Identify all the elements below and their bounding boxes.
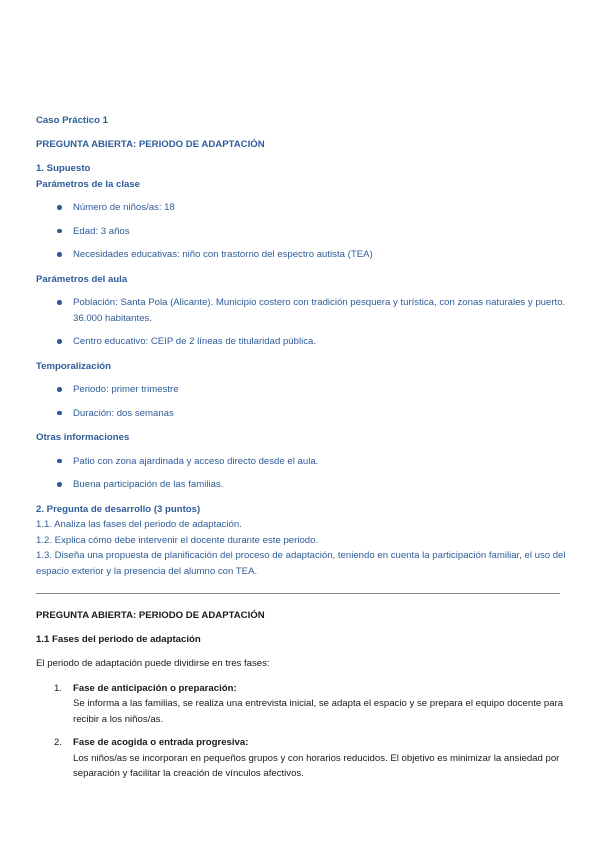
list-item: [36, 681, 566, 728]
otras-list: [36, 454, 566, 493]
aula-heading: Parámetros del aula: [36, 273, 128, 285]
list-item: Buena participación de las familias.: [36, 477, 566, 493]
phase-text: Se informa a las familias, se realiza una entrevista inicial, se adapta el espacio y se prepara el equipo docente para recibir a los niños/as.: [73, 698, 564, 725]
phase-number: 1.: [54, 682, 63, 694]
desarrollo-q2: 1.2. Explica cómo debe intervenir el docente durante este periodo.: [36, 534, 319, 546]
supuesto-heading: 1. Supuesto: [36, 163, 91, 174]
list-item: Periodo: primer trimestre: [36, 382, 566, 398]
list-item: Patio con zona ajardinada y acceso directo desde el aula.: [36, 454, 566, 470]
question-header: PREGUNTA ABIERTA: PERIODO DE ADAPTACIÓN: [36, 138, 265, 150]
phase-title: Fase de acogida o entrada progresiva:: [73, 737, 249, 748]
clase-heading: Parámetros de la clase: [36, 178, 140, 190]
clase-list: [36, 200, 566, 263]
list-item: [36, 735, 566, 782]
caso-title: Caso Práctico 1: [36, 115, 108, 126]
desarrollo-q3: 1.3. Diseña una propuesta de planificación del proceso de adaptación, teniendo en cuenta la participación familiar, el uso del espacio exterior y la presencia del alumno con TEA.: [36, 550, 566, 577]
phases-list: [36, 681, 566, 782]
answer-intro: El periodo de adaptación puede dividirse en tres fases:: [36, 658, 270, 669]
temporal-heading: Temporalización: [36, 360, 111, 372]
desarrollo-heading: 2. Pregunta de desarrollo (3 puntos): [36, 503, 201, 515]
temporal-list: [36, 382, 566, 421]
desarrollo-q1: 1.1. Analiza las fases del periodo de adaptación.: [36, 519, 242, 530]
answer-header: PREGUNTA ABIERTA: PERIODO DE ADAPTACIÓN: [36, 610, 265, 621]
list-item: Centro educativo: CEIP de 2 líneas de titularidad pública.: [36, 334, 566, 350]
otras-heading: Otras informaciones: [36, 432, 130, 443]
aula-list: [36, 295, 566, 350]
list-item: Edad: 3 años: [36, 224, 566, 240]
list-item: Población: Santa Pola (Alicante). Municipio costero con tradición pesquera y turística, con zonas naturales y puerto. 36.000 habitantes.: [36, 295, 566, 326]
document-content: [36, 113, 566, 782]
list-item: Duración: dos semanas: [36, 406, 566, 422]
phase-title: Fase de anticipación o preparación:: [73, 682, 237, 694]
answer-section-heading: 1.1 Fases del periodo de adaptación: [36, 633, 201, 645]
list-item: Necesidades educativas: niño con trastorno del espectro autista (TEA): [36, 247, 566, 263]
phase-text: Los niños/as se incorporan en pequeños grupos y con horarios reducidos. El objetivo es minimizar la ansiedad por separación y facilitar la creación de vínculos afectivos.: [73, 752, 560, 779]
phase-number: 2.: [54, 737, 63, 748]
list-item: Número de niños/as: 18: [36, 200, 566, 216]
